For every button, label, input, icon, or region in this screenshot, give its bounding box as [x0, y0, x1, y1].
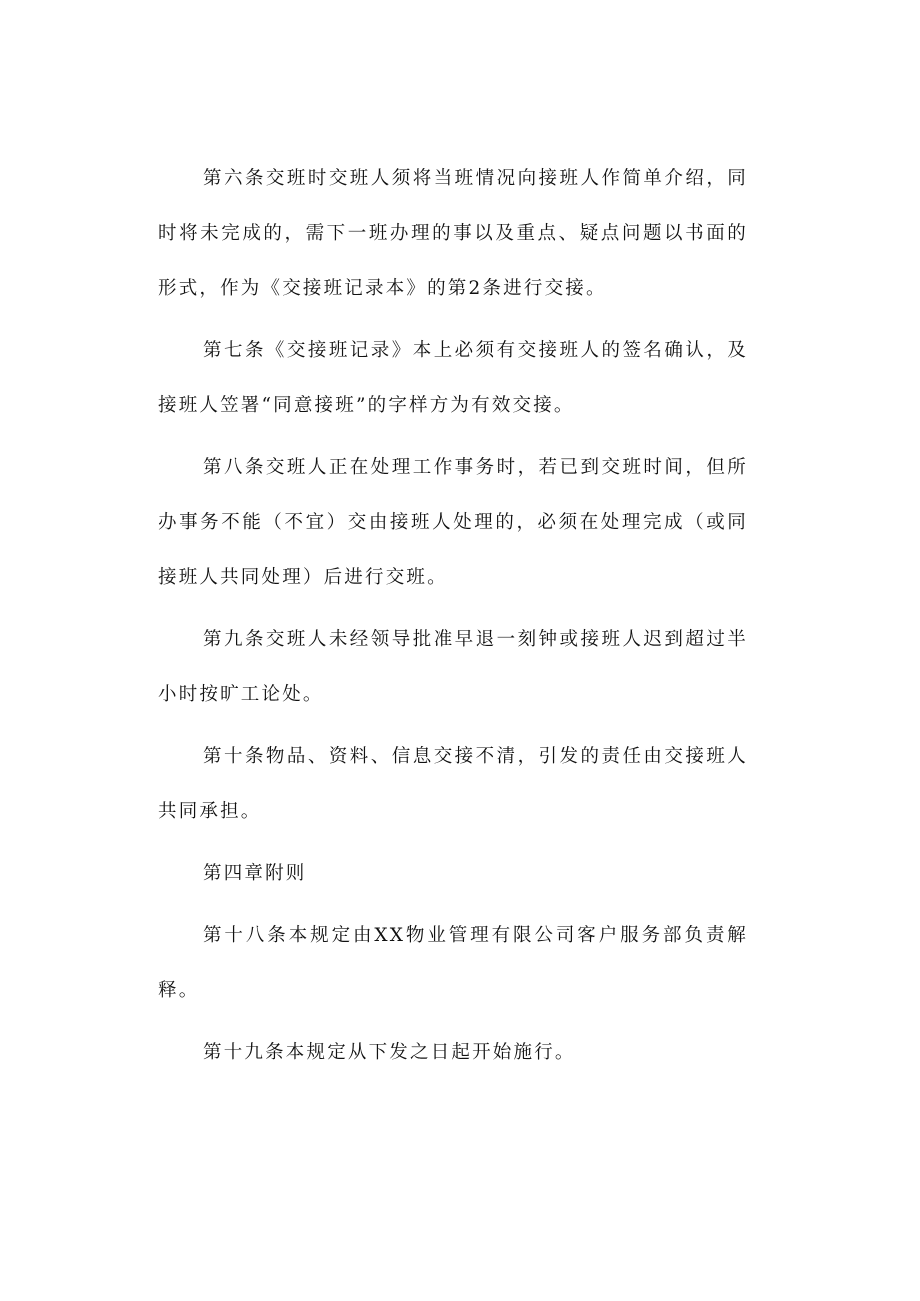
- article-19-paragraph: 第十九条本规定从下发之日起开始施行。: [203, 1042, 576, 1063]
- article-10-paragraph: 第十条物品、资料、信息交接不清，引发的责任由交接班人共同承担。: [158, 746, 748, 822]
- article-9-paragraph: 第九条交班人未经领导批准早退一刻钟或接班人迟到超过半小时按旷工论处。: [158, 629, 748, 705]
- chapter-4-heading: 第四章附则: [203, 863, 307, 884]
- article-8-paragraph: 第八条交班人正在处理工作事务时，若已到交班时间，但所办事务不能（不宜）交由接班人处理的，必须在处理完成（或同接班人共同处理）后进行交班。: [158, 457, 748, 588]
- article-7-paragraph: 第七条《交接班记录》本上必须有交接班人的签名确认，及接班人笠署“同意接班”的字样方为有效交接。: [158, 340, 748, 416]
- article-18-paragraph: 第十八条本规定由XX物业管理有限公司客户服务部负责解释。: [158, 925, 748, 1001]
- article-6-paragraph: 第六条交班时交班人须将当班情况向接班人作简单介绍，同时将未完成的，需下一班办理的事以及重点、疑点问题以书面的形式，作为《交接班记录本》的第2条进行交接。: [158, 168, 748, 299]
- document-body: [158, 151, 748, 1080]
